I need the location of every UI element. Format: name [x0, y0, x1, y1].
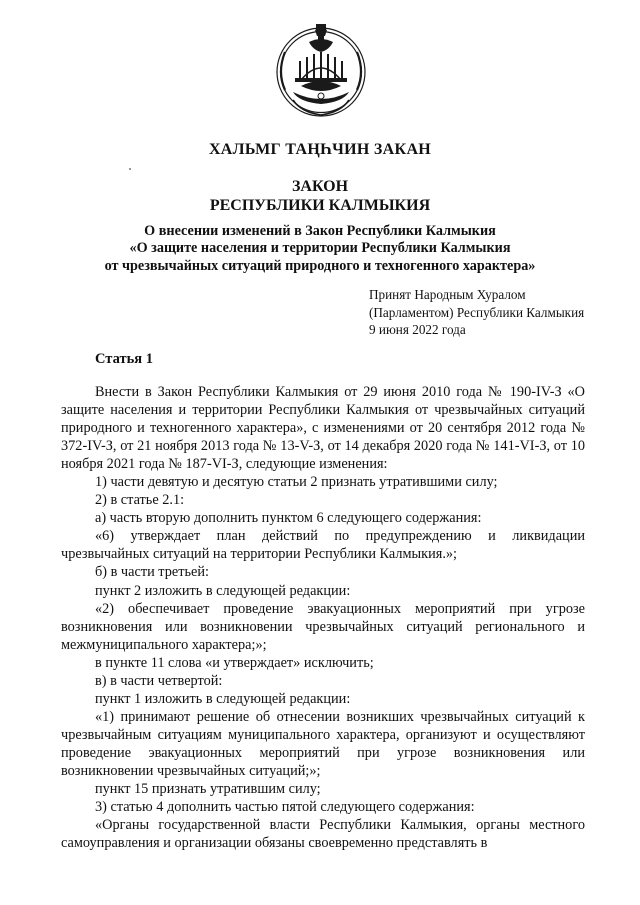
- adoption-date: 9 июня 2022 года: [369, 322, 466, 337]
- law-title: ЗАКОН: [291, 178, 349, 195]
- article-heading: Статья 1: [95, 351, 153, 367]
- paragraph: 1) части девятую и десятую статьи 2 признать утратившими силу;: [95, 474, 498, 491]
- paragraph: пункт 15 признать утратившим силу;: [95, 781, 321, 798]
- adoption-line: Принят Народным Хуралом: [369, 287, 526, 302]
- law-subject-line-3: от чрезвычайных ситуаций природного и техногенного характера»: [104, 258, 536, 274]
- paragraph: «Органы государственной власти Республики Калмыкия, органы местного самоуправления и организации обязаны своевременно представлять в: [61, 817, 585, 852]
- coat-of-arms-emblem: [271, 20, 371, 120]
- adoption-note: [369, 286, 584, 339]
- law-subject-line-2: «О защите населения и территории Республики Калмыкия: [129, 240, 511, 256]
- paragraph: пункт 2 изложить в следующей редакции:: [95, 582, 351, 599]
- paragraph: «2) обеспечивает проведение эвакуационных мероприятий при угрозе возникновения или возникновении чрезвычайных ситуаций регионального и межмуниципального характера;»;: [61, 600, 585, 653]
- paragraph: б) в части третьей:: [95, 564, 209, 581]
- paragraph: 3) статью 4 дополнить частью пятой следующего содержания:: [95, 799, 475, 816]
- paragraph: Внести в Закон Республики Калмыкия от 29 июня 2010 года № 190-IV-З «О защите населения и территории Республики Калмыкия от чрезвычайных ситуаций природного и техногенного характера», с изменениями от 20 сентября 2012 года № 372-IV-З, от 21 ноября 2013 года № 13-V-З, от 14 декабря 2020 года № 141-VI-З, от 10 ноября 2021 года № 187-VI-З, следующие изменения:: [61, 384, 585, 473]
- paragraph: «6) утверждает план действий по предупреждению и ликвидации чрезвычайных ситуаций на территории Республики Калмыкия.»;: [61, 528, 585, 563]
- paragraph: «1) принимают решение об отнесении возникших чрезвычайных ситуаций к чрезвычайным ситуациям муниципального характера, организуют и осуществляют проведение эвакуационных мероприятий при угрозе возникновения или возникновении чрезвычайных ситуаций;»;: [61, 708, 585, 779]
- paragraph: в пункте 11 слова «и утверждает» исключить;: [95, 654, 374, 671]
- scan-speck: [129, 168, 131, 170]
- article-body: [61, 383, 585, 852]
- kalmyk-law-title: ХАЛЬМГ ТАҢҺЧИН ЗАКАН: [208, 141, 432, 158]
- law-subject-line-1: О внесении изменений в Закон Республики Калмыкия: [144, 223, 496, 239]
- paragraph: пункт 1 изложить в следующей редакции:: [95, 690, 351, 707]
- paragraph: 2) в статье 2.1:: [95, 492, 185, 509]
- paragraph: в) в части четвертой:: [95, 672, 223, 689]
- adoption-line: (Парламентом) Республики Калмыкия: [369, 304, 585, 320]
- law-republic-title: РЕСПУБЛИКИ КАЛМЫКИЯ: [209, 197, 431, 214]
- paragraph: а) часть вторую дополнить пунктом 6 следующего содержания:: [95, 510, 482, 527]
